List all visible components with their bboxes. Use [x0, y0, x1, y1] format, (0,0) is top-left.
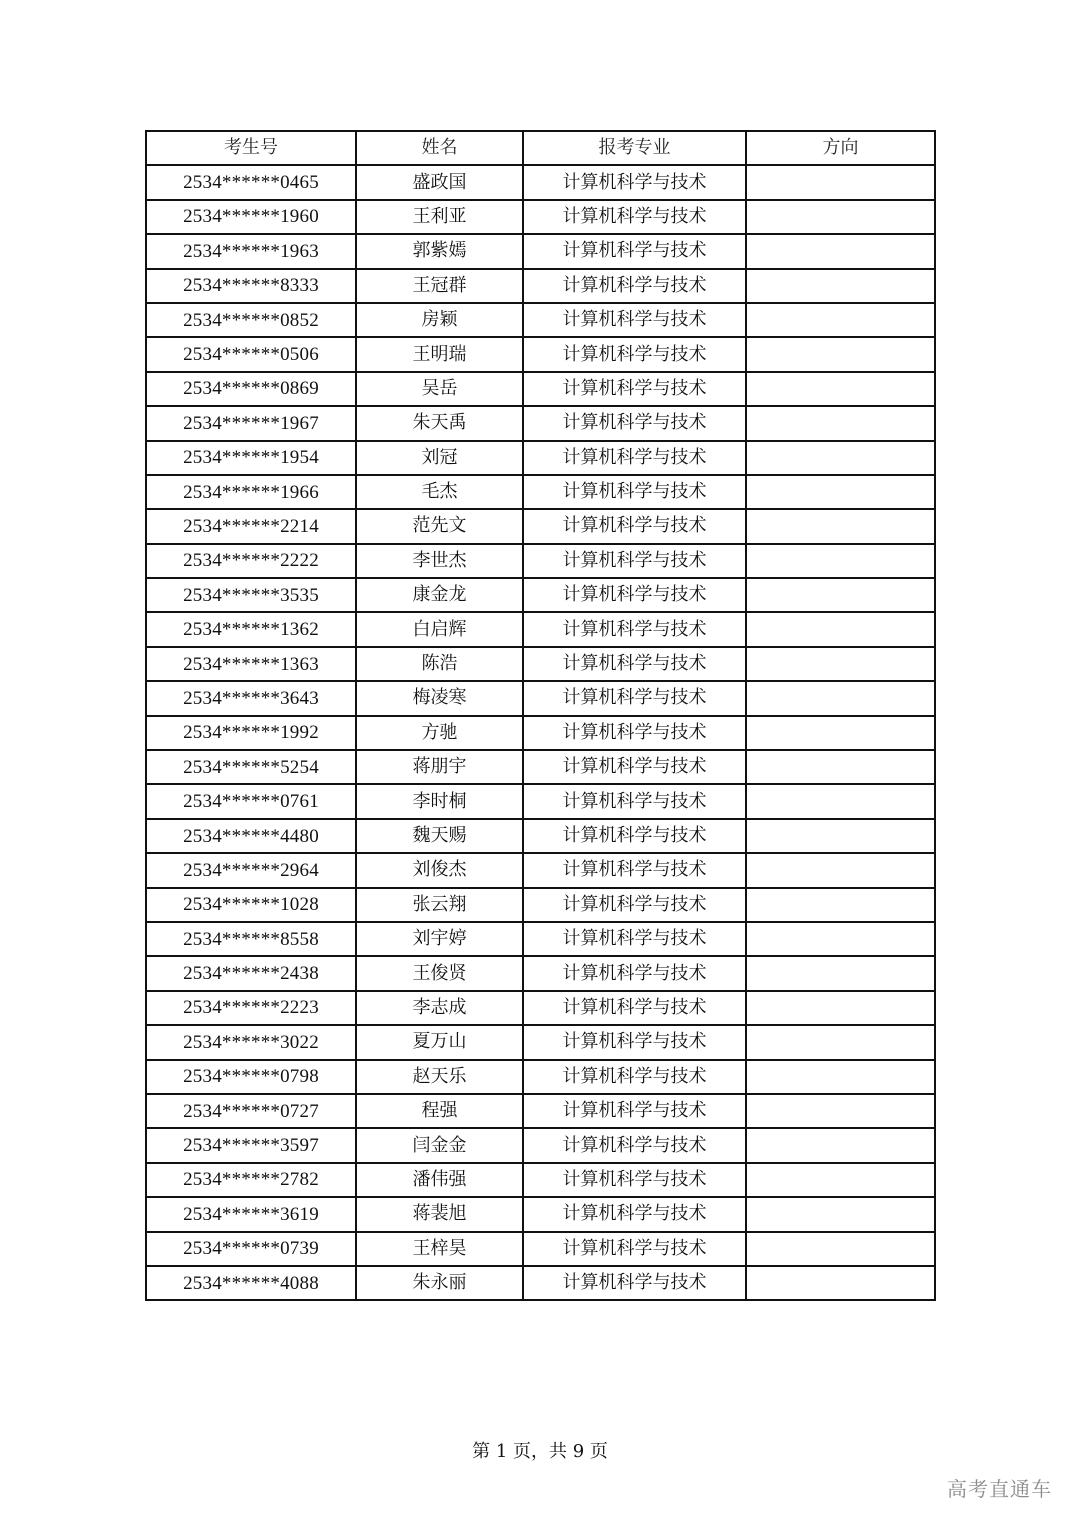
name-cell: 陈浩: [356, 647, 523, 681]
major-cell: 计算机科学与技术: [523, 509, 746, 543]
major-cell: 计算机科学与技术: [523, 922, 746, 956]
major-cell: 计算机科学与技术: [523, 544, 746, 578]
direction-cell: [746, 1128, 935, 1162]
direction-cell: [746, 1163, 935, 1197]
major-cell: 计算机科学与技术: [523, 441, 746, 475]
header-name: 姓名: [356, 131, 523, 165]
table-row: [146, 234, 935, 268]
name-cell: 康金龙: [356, 578, 523, 612]
major-cell: 计算机科学与技术: [523, 1266, 746, 1300]
name-cell: 毛杰: [356, 475, 523, 509]
header-row: [146, 131, 935, 165]
direction-cell: [746, 750, 935, 784]
name-cell: 赵天乐: [356, 1060, 523, 1094]
name-cell: 郭紫嫣: [356, 234, 523, 268]
candidate-id-cell: 2534******0852: [146, 303, 356, 337]
candidate-id-cell: 2534******1966: [146, 475, 356, 509]
table-row: [146, 509, 935, 543]
candidate-id-cell: 2534******5254: [146, 750, 356, 784]
name-cell: 梅凌寒: [356, 681, 523, 715]
direction-cell: [746, 956, 935, 990]
name-cell: 李世杰: [356, 544, 523, 578]
candidate-id-cell: 2534******1363: [146, 647, 356, 681]
major-cell: 计算机科学与技术: [523, 716, 746, 750]
candidate-id-cell: 2534******0869: [146, 372, 356, 406]
direction-cell: [746, 681, 935, 715]
admission-roster-table: [145, 130, 936, 1301]
table-row: [146, 441, 935, 475]
major-cell: 计算机科学与技术: [523, 1128, 746, 1162]
direction-cell: [746, 234, 935, 268]
table-row: [146, 165, 935, 199]
direction-cell: [746, 612, 935, 646]
header-major: 报考专业: [523, 131, 746, 165]
name-cell: 李志成: [356, 991, 523, 1025]
direction-cell: [746, 1197, 935, 1231]
table-row: [146, 1197, 935, 1231]
major-cell: 计算机科学与技术: [523, 303, 746, 337]
header-direction: 方向: [746, 131, 935, 165]
direction-cell: [746, 544, 935, 578]
name-cell: 李时桐: [356, 784, 523, 818]
direction-cell: [746, 200, 935, 234]
table-row: [146, 888, 935, 922]
name-cell: 蒋裴旭: [356, 1197, 523, 1231]
candidate-id-cell: 2534******2964: [146, 853, 356, 887]
major-cell: 计算机科学与技术: [523, 819, 746, 853]
major-cell: 计算机科学与技术: [523, 956, 746, 990]
major-cell: 计算机科学与技术: [523, 1060, 746, 1094]
major-cell: 计算机科学与技术: [523, 1025, 746, 1059]
table-row: [146, 1060, 935, 1094]
table-header: [146, 131, 935, 165]
major-cell: 计算机科学与技术: [523, 681, 746, 715]
candidate-id-cell: 2534******4088: [146, 1266, 356, 1300]
name-cell: 房颖: [356, 303, 523, 337]
direction-cell: [746, 784, 935, 818]
candidate-id-cell: 2534******3535: [146, 578, 356, 612]
name-cell: 刘冠: [356, 441, 523, 475]
name-cell: 夏万山: [356, 1025, 523, 1059]
direction-cell: [746, 475, 935, 509]
name-cell: 王俊贤: [356, 956, 523, 990]
direction-cell: [746, 716, 935, 750]
candidate-id-cell: 2534******3597: [146, 1128, 356, 1162]
direction-cell: [746, 1094, 935, 1128]
name-cell: 盛政国: [356, 165, 523, 199]
candidate-id-cell: 2534******1960: [146, 200, 356, 234]
direction-cell: [746, 1266, 935, 1300]
major-cell: 计算机科学与技术: [523, 337, 746, 371]
direction-cell: [746, 1232, 935, 1266]
direction-cell: [746, 269, 935, 303]
name-cell: 白启辉: [356, 612, 523, 646]
table-row: [146, 1232, 935, 1266]
table-row: [146, 647, 935, 681]
table-row: [146, 578, 935, 612]
major-cell: 计算机科学与技术: [523, 1232, 746, 1266]
major-cell: 计算机科学与技术: [523, 1197, 746, 1231]
major-cell: 计算机科学与技术: [523, 475, 746, 509]
table-row: [146, 991, 935, 1025]
direction-cell: [746, 165, 935, 199]
candidate-id-cell: 2534******4480: [146, 819, 356, 853]
table-row: [146, 406, 935, 440]
table-row: [146, 956, 935, 990]
name-cell: 方驰: [356, 716, 523, 750]
name-cell: 王梓昊: [356, 1232, 523, 1266]
direction-cell: [746, 578, 935, 612]
name-cell: 王利亚: [356, 200, 523, 234]
direction-cell: [746, 647, 935, 681]
major-cell: 计算机科学与技术: [523, 406, 746, 440]
major-cell: 计算机科学与技术: [523, 1163, 746, 1197]
table-row: [146, 269, 935, 303]
direction-cell: [746, 888, 935, 922]
major-cell: 计算机科学与技术: [523, 750, 746, 784]
candidate-id-cell: 2534******8333: [146, 269, 356, 303]
table-row: [146, 681, 935, 715]
major-cell: 计算机科学与技术: [523, 853, 746, 887]
table-row: [146, 1266, 935, 1300]
candidate-id-cell: 2534******1362: [146, 612, 356, 646]
candidate-id-cell: 2534******1992: [146, 716, 356, 750]
table-body: [146, 165, 935, 1300]
name-cell: 张云翔: [356, 888, 523, 922]
candidate-id-cell: 2534******1954: [146, 441, 356, 475]
table-row: [146, 819, 935, 853]
table-row: [146, 784, 935, 818]
table-row: [146, 1025, 935, 1059]
candidate-id-cell: 2534******1967: [146, 406, 356, 440]
name-cell: 王明瑞: [356, 337, 523, 371]
name-cell: 范先文: [356, 509, 523, 543]
name-cell: 刘俊杰: [356, 853, 523, 887]
table-row: [146, 303, 935, 337]
candidate-id-cell: 2534******3643: [146, 681, 356, 715]
name-cell: 朱永丽: [356, 1266, 523, 1300]
table-row: [146, 716, 935, 750]
direction-cell: [746, 337, 935, 371]
major-cell: 计算机科学与技术: [523, 647, 746, 681]
candidate-id-cell: 2534******1028: [146, 888, 356, 922]
major-cell: 计算机科学与技术: [523, 612, 746, 646]
table-row: [146, 750, 935, 784]
major-cell: 计算机科学与技术: [523, 234, 746, 268]
direction-cell: [746, 303, 935, 337]
name-cell: 刘宇婷: [356, 922, 523, 956]
candidate-id-cell: 2534******3619: [146, 1197, 356, 1231]
header-candidate-id: 考生号: [146, 131, 356, 165]
name-cell: 潘伟强: [356, 1163, 523, 1197]
candidate-id-cell: 2534******2782: [146, 1163, 356, 1197]
candidate-id-cell: 2534******2222: [146, 544, 356, 578]
candidate-id-cell: 2534******2223: [146, 991, 356, 1025]
direction-cell: [746, 1025, 935, 1059]
table-row: [146, 612, 935, 646]
major-cell: 计算机科学与技术: [523, 372, 746, 406]
direction-cell: [746, 1060, 935, 1094]
candidate-id-cell: 2534******3022: [146, 1025, 356, 1059]
table-row: [146, 1094, 935, 1128]
name-cell: 蒋朋宇: [356, 750, 523, 784]
candidate-id-cell: 2534******0739: [146, 1232, 356, 1266]
candidate-id-cell: 2534******2214: [146, 509, 356, 543]
candidate-id-cell: 2534******0798: [146, 1060, 356, 1094]
direction-cell: [746, 922, 935, 956]
major-cell: 计算机科学与技术: [523, 888, 746, 922]
candidate-id-cell: 2534******2438: [146, 956, 356, 990]
major-cell: 计算机科学与技术: [523, 200, 746, 234]
major-cell: 计算机科学与技术: [523, 991, 746, 1025]
direction-cell: [746, 991, 935, 1025]
name-cell: 吴岳: [356, 372, 523, 406]
name-cell: 程强: [356, 1094, 523, 1128]
table-row: [146, 544, 935, 578]
direction-cell: [746, 406, 935, 440]
candidate-id-cell: 2534******8558: [146, 922, 356, 956]
direction-cell: [746, 372, 935, 406]
candidate-id-cell: 2534******0727: [146, 1094, 356, 1128]
name-cell: 朱天禹: [356, 406, 523, 440]
table-row: [146, 853, 935, 887]
candidate-id-cell: 2534******0506: [146, 337, 356, 371]
table-row: [146, 337, 935, 371]
major-cell: 计算机科学与技术: [523, 578, 746, 612]
major-cell: 计算机科学与技术: [523, 784, 746, 818]
table-row: [146, 200, 935, 234]
table-row: [146, 1128, 935, 1162]
table-row: [146, 1163, 935, 1197]
direction-cell: [746, 819, 935, 853]
direction-cell: [746, 853, 935, 887]
major-cell: 计算机科学与技术: [523, 1094, 746, 1128]
candidate-id-cell: 2534******0761: [146, 784, 356, 818]
watermark-text: 高考直通车: [947, 1477, 1052, 1501]
major-cell: 计算机科学与技术: [523, 269, 746, 303]
table-row: [146, 475, 935, 509]
name-cell: 闫金金: [356, 1128, 523, 1162]
table-row: [146, 922, 935, 956]
table-row: [146, 372, 935, 406]
major-cell: 计算机科学与技术: [523, 165, 746, 199]
name-cell: 王冠群: [356, 269, 523, 303]
name-cell: 魏天赐: [356, 819, 523, 853]
page-number: 第 1 页，共 9 页: [472, 1441, 608, 1462]
candidate-id-cell: 2534******0465: [146, 165, 356, 199]
direction-cell: [746, 441, 935, 475]
direction-cell: [746, 509, 935, 543]
candidate-id-cell: 2534******1963: [146, 234, 356, 268]
